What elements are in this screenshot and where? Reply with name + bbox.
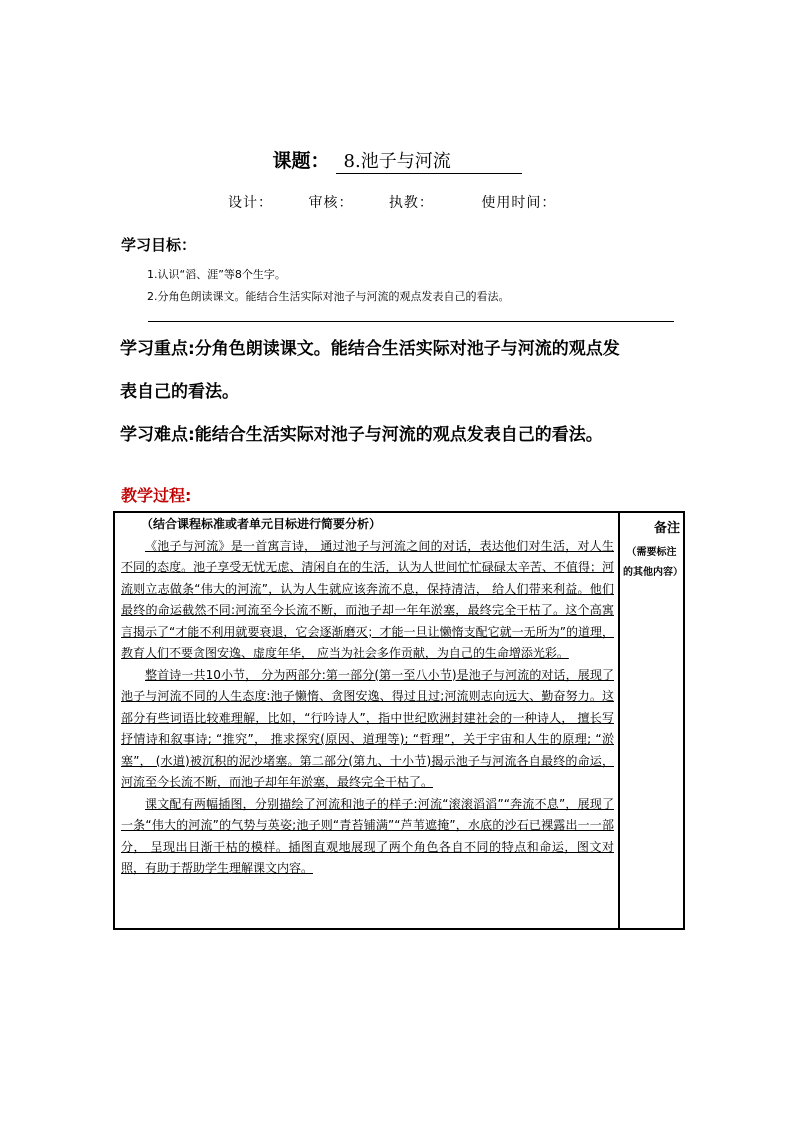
divider: [148, 321, 674, 322]
lesson-title-label: 课题：: [272, 150, 330, 172]
lesson-title-value: 8.池子与河流: [336, 147, 522, 174]
goals-heading: 学习目标：: [121, 236, 197, 254]
content-subheading: （结合课程标准或者单元目标进行简要分析）: [141, 517, 382, 531]
content-paragraph: 整首诗一共10小节， 分为两部分:第一部分(第一至八小节)是池子与河流的对话，展现了池子与河流不同的人生态度:池子懒惰、贪图安逸、得过且过;河流则志向远大、勤奋努力。这部分有些词语比较难理解，比如，“行吟诗人”，指中世纪欧洲封建社会的一种诗人， 擅长写抒情诗和叙事诗; “推究”， 推求探究(原因、道理等); “哲理”，关于宇宙和人生的原理; “淤塞”， (水道)被沉积的泥沙堵塞。第二部分(第九、十小节)揭示池子与河流各自最终的命运，河流至今长流不断，而池子却年年淤塞，最终完全干枯了。: [121, 667, 614, 789]
key-points-line-2: 表自己的看法。: [120, 382, 239, 402]
time-label: 使用时间：: [481, 195, 557, 211]
notes-cell: [619, 512, 684, 929]
meta-row: [228, 192, 556, 212]
difficulty-text: 学习难点:能结合生活实际对池子与河流的观点发表自己的看法。: [120, 425, 603, 445]
content-paragraph: 《池子与河流》是一首寓言诗， 通过池子与河流之间的对话，表达他们对生活，对人生不同的态度。池子享受无忧无虑、清闲自在的生活，认为人世间忙忙碌碌太辛苦、不值得；河流则立志做条“伟大的河流”，认为人生就应该奔流不息，保持清洁， 给人们带来利益。他们最终的命运截然不同:河流至今长流不断，而池子却一年年淤塞，最终完全干枯了。这个高寓言揭示了“才能不利用就要衰退，它会逐渐磨灭；才能一旦让懒惰支配它就一无所为”的道理，教育人们不要贪图安逸、虚度年华， 应当为社会多作贡献，为自己的生命增添光彩。: [121, 538, 614, 660]
review-label: 审核：: [308, 195, 354, 211]
notes-title: 备注: [654, 521, 681, 536]
lesson-title-row: [0, 146, 794, 174]
process-content-cell: [114, 512, 619, 929]
teacher-label: 执教：: [388, 195, 434, 211]
content-paragraph: 课文配有两幅插图，分别描绘了河流和池子的样子:河流“滚滚滔滔”“奔流不息”，展现了一条“伟大的河流”的气势与英姿;池子则“青苔铺满”“芦苇遮掩”，水底的沙石已裸露出一一部分， 呈现出日渐干枯的模样。插图直观地展现了两个角色各自不同的特点和命运，图文对照，有助于帮助学生理解课文内容。: [121, 796, 614, 875]
goal-item: 2.分角色朗读课文。能结合生活实际对池子与河流的观点发表自己的看法。: [147, 290, 510, 303]
design-label: 设计：: [228, 195, 273, 211]
notes-subtitle: （需要标注的其他内容）: [623, 547, 683, 578]
process-table: [113, 511, 685, 930]
process-heading: 教学过程:: [121, 486, 192, 505]
key-points-line-1: 学习重点:分角色朗读课文。能结合生活实际对池子与河流的观点发: [120, 339, 620, 359]
goal-item: 1.认识“滔、涯”等8个生字。: [147, 268, 286, 281]
